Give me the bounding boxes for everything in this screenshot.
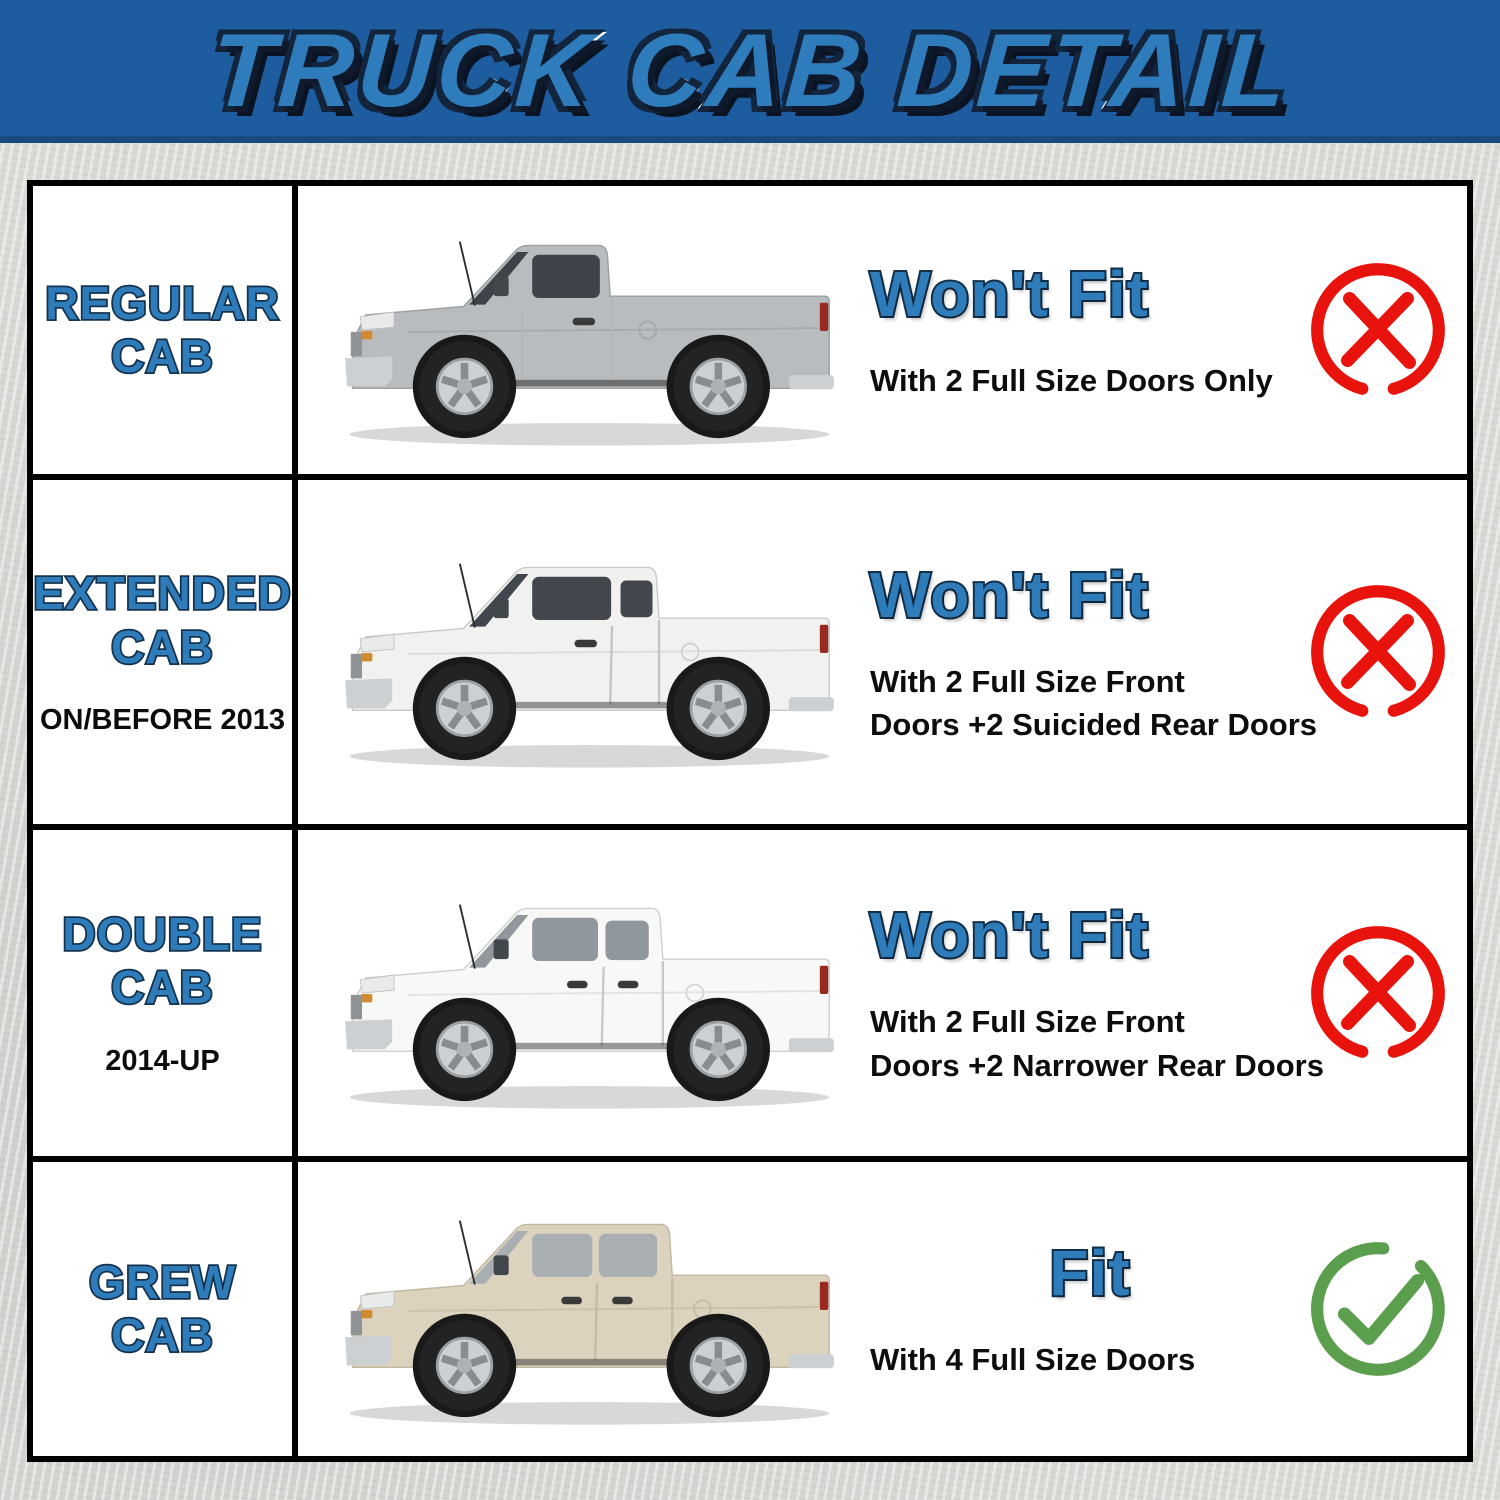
check-circle-icon [1302, 1233, 1454, 1385]
fit-info-cell [298, 830, 1467, 1156]
truck-photo-extended-cab [298, 511, 866, 793]
row-extended-cab [33, 480, 1467, 830]
fit-detail-line: With 2 Full Size Doors Only [870, 363, 1273, 399]
header-banner [0, 0, 1500, 143]
cross-circle-icon [1302, 576, 1454, 728]
cab-type-line2: CAB [111, 1308, 214, 1361]
cab-type-line2: CAB [111, 620, 214, 673]
crew-cab-truck-illustration [304, 1168, 860, 1450]
cab-type-line2: CAB [111, 961, 214, 1014]
fit-detail-line: With 2 Full Size Front [870, 663, 1185, 699]
truck-photo-regular-cab [298, 189, 866, 471]
cab-type-line2: CAB [111, 330, 214, 383]
truck-photo-double-cab [298, 852, 866, 1134]
cab-type-label [33, 567, 291, 674]
row-double-cab [33, 830, 1467, 1162]
page-title: TRUCK CAB DETAIL [206, 13, 1294, 129]
cab-type-line1: GREW [88, 1255, 237, 1308]
double-cab-truck-illustration [304, 852, 860, 1134]
wont-fit-cross-icon [1289, 576, 1467, 728]
cab-type-line1: DOUBLE [62, 907, 263, 960]
fit-info-cell [298, 480, 1467, 824]
wont-fit-cross-icon [1289, 917, 1467, 1069]
fit-status-label: Won't Fit [870, 899, 1149, 972]
fit-info-cell [298, 186, 1467, 474]
cab-type-label [45, 277, 279, 384]
cab-type-label [89, 1256, 236, 1363]
fit-detail-line: Doors +2 Narrower Rear Doors [870, 1047, 1324, 1083]
fit-detail-text [870, 359, 1289, 402]
fit-detail-text [870, 1000, 1324, 1087]
fit-status-label: Won't Fit [870, 258, 1149, 331]
fit-text-block [866, 1236, 1289, 1381]
row-regular-cab [33, 186, 1467, 480]
fit-check-icon [1289, 1233, 1467, 1385]
cab-type-cell [33, 830, 298, 1156]
cab-type-cell [33, 1162, 298, 1456]
fit-detail-text [870, 1338, 1289, 1381]
fit-text-block [866, 898, 1324, 1087]
cross-circle-icon [1302, 254, 1454, 406]
fit-detail-text [870, 660, 1318, 747]
fit-status-label: Fit [1049, 1237, 1131, 1310]
fit-detail-line: Doors +2 Suicided Rear Doors [870, 707, 1318, 743]
cab-comparison-table [27, 180, 1473, 1462]
cab-type-line1: REGULAR [45, 276, 280, 329]
fit-info-cell [298, 1162, 1467, 1456]
wont-fit-cross-icon [1289, 254, 1467, 406]
cab-year-note: 2014-UP [105, 1044, 220, 1077]
fit-text-block [866, 558, 1318, 747]
truck-photo-crew-cab [298, 1168, 866, 1450]
cab-year-note: ON/BEFORE 2013 [40, 703, 285, 736]
cab-type-cell [33, 186, 298, 474]
row-crew-cab [33, 1162, 1467, 1456]
extended-cab-truck-illustration [304, 511, 860, 793]
cross-circle-icon [1302, 917, 1454, 1069]
fit-detail-line: With 4 Full Size Doors [870, 1342, 1196, 1378]
fit-text-block [866, 257, 1289, 402]
fit-detail-line: With 2 Full Size Front [870, 1004, 1185, 1040]
fit-status-label: Won't Fit [870, 558, 1149, 631]
regular-cab-truck-illustration [304, 189, 860, 471]
cab-type-label [62, 908, 262, 1015]
cab-type-cell [33, 480, 298, 824]
cab-type-line1: EXTENDED [33, 567, 292, 620]
